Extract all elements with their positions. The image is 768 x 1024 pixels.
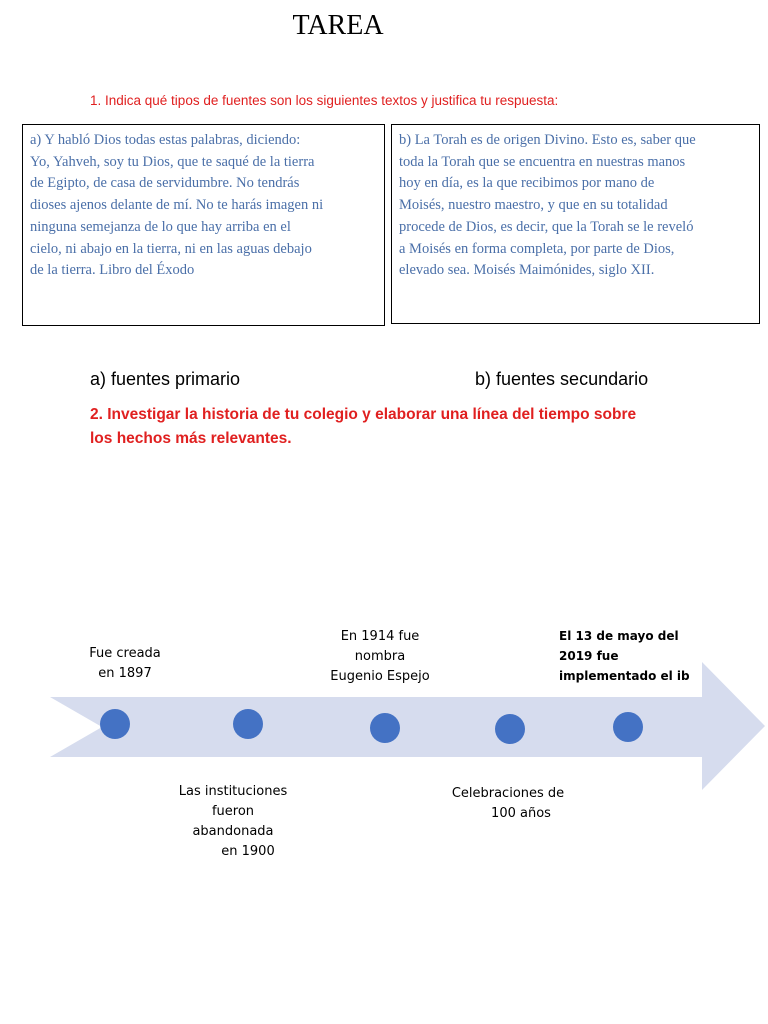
timeline-dot-1 — [100, 709, 130, 739]
timeline-label-4-line: Celebraciones de — [451, 786, 565, 801]
question-1: 1. Indica qué tipos de fuentes son los siguientes textos y justifica tu respuesta: — [90, 93, 559, 108]
timeline-label-3-line: En 1914 fue — [340, 629, 420, 644]
box-b-line: toda la Torah que se encuentra en nuestras manos — [399, 153, 686, 170]
timeline-dot-3 — [370, 713, 400, 743]
answer-a: a) fuentes primario — [90, 369, 241, 389]
timeline-label-3-line: nombra — [354, 649, 406, 664]
timeline-label-3 — [315, 627, 445, 687]
timeline-label-1-line: Fue creada — [89, 646, 161, 661]
timeline-label-1 — [65, 644, 185, 684]
box-a-line: de la tierra. Libro del Éxodo — [30, 262, 195, 279]
timeline-label-5-line: 2019 fue — [559, 649, 619, 663]
timeline-dot-5 — [613, 712, 643, 742]
answer-b: b) fuentes secundario — [475, 369, 649, 389]
timeline-label-4 — [440, 784, 576, 824]
box-b-line: a Moisés en forma completa, por parte de Dios, — [399, 240, 675, 257]
timeline-label-3-line: Eugenio Espejo — [330, 669, 430, 684]
box-b-line: b) La Torah es de origen Divino. Esto es, saber que — [399, 132, 696, 148]
page-title: TAREA — [292, 10, 384, 41]
timeline-dot-4 — [495, 714, 525, 744]
timeline-label-2-line: en 1900 — [221, 844, 275, 859]
timeline-label-5-line: implementado el ib — [559, 669, 690, 683]
box-a-line: ninguna semejanza de lo que hay arriba en el — [30, 218, 291, 235]
box-a-line: dioses ajenos delante de mí. No te harás imagen ni — [30, 197, 324, 214]
question-2-line: los hechos más relevantes. — [90, 430, 292, 447]
timeline-label-2-line: abandonada — [192, 824, 274, 839]
question-2-line: 2. Investigar la historia de tu colegio y elaborar una línea del tiempo sobre — [90, 406, 637, 423]
box-a-line: de Egipto, de casa de servidumbre. No tendrás — [30, 175, 300, 192]
timeline-label-4-line: 100 años — [491, 806, 551, 821]
box-b-line: procede de Dios, es decir, que la Torah se le reveló — [399, 218, 694, 235]
box-b-line: elevado sea. Moisés Maimónides, siglo XII. — [399, 262, 655, 279]
timeline-label-2-line: fueron — [211, 804, 255, 819]
box-a-line: cielo, ni abajo en la tierra, ni en las aguas debajo — [30, 240, 312, 257]
box-a-line: Yo, Yahveh, soy tu Dios, que te saqué de la tierra — [30, 153, 315, 170]
timeline-label-2-line: Las instituciones — [178, 784, 288, 799]
timeline-label-1-line: en 1897 — [98, 666, 152, 681]
timeline-dot-2 — [233, 709, 263, 739]
box-b-line: Moisés, nuestro maestro, y que en su totalidad — [399, 197, 668, 214]
box-a-line: a) Y habló Dios todas estas palabras, diciendo: — [30, 132, 301, 148]
timeline-label-5 — [559, 626, 709, 686]
timeline-label-5-line: El 13 de mayo del — [559, 629, 679, 643]
timeline-label-2 — [165, 782, 301, 862]
box-b-line: hoy en día, es la que recibimos por mano de — [399, 175, 655, 192]
